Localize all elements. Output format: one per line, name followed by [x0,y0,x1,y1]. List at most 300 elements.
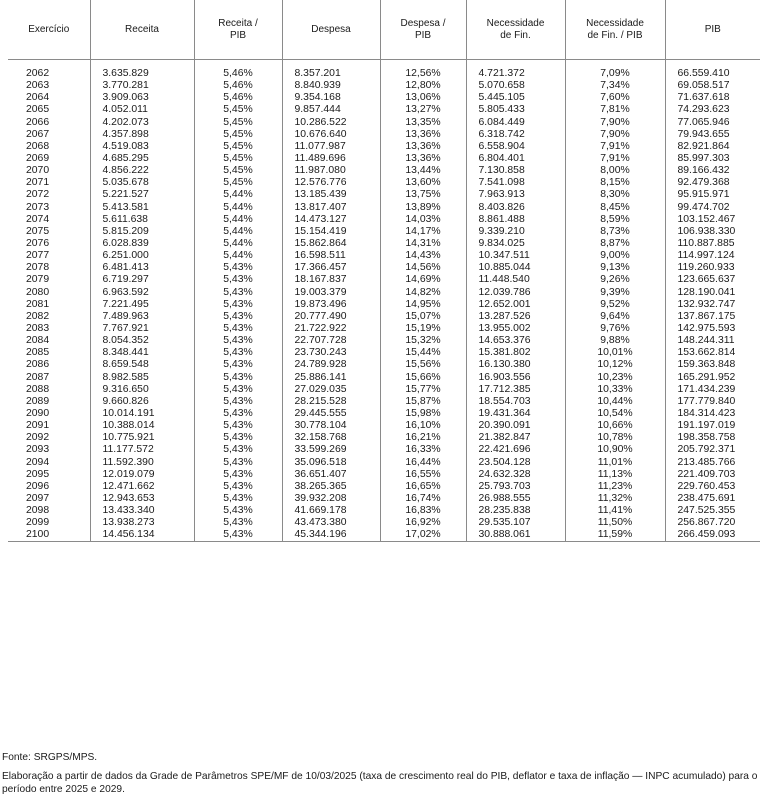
cell-receita-pib: 5,46% [194,68,282,80]
cell-necessidade-fin: 30.888.061 [466,529,565,542]
cell-despesa: 36.651.407 [282,469,380,481]
cell-pib: 74.293.623 [665,104,760,116]
cell-receita-pib: 5,45% [194,117,282,129]
cell-necessidade-fin-pib: 9,76% [565,323,665,335]
cell-despesa-pib: 12,80% [380,80,466,92]
cell-receita: 3.635.829 [90,68,194,80]
cell-despesa-pib: 13,06% [380,92,466,104]
cell-despesa: 20.777.490 [282,311,380,323]
table-row [8,517,760,529]
cell-receita: 6.028.839 [90,238,194,250]
table-row [8,117,760,129]
cell-despesa-pib: 16,55% [380,469,466,481]
cell-despesa-pib: 16,44% [380,457,466,469]
cell-receita: 8.659.548 [90,359,194,371]
cell-necessidade-fin: 24.632.328 [466,469,565,481]
table-row [8,335,760,347]
cell-exercicio: 2093 [8,444,90,456]
cell-despesa: 28.215.528 [282,396,380,408]
cell-receita-pib: 5,43% [194,529,282,542]
cell-necessidade-fin: 23.504.128 [466,457,565,469]
header-necessidade-fin-pib: Necessidade de Fin. / PIB [565,0,665,60]
table-row [8,189,760,201]
cell-pib: 89.166.432 [665,165,760,177]
cell-receita-pib: 5,43% [194,347,282,359]
cell-necessidade-fin-pib: 10,78% [565,432,665,444]
cell-pib: 159.363.848 [665,359,760,371]
cell-exercicio: 2076 [8,238,90,250]
cell-despesa: 23.730.243 [282,347,380,359]
header-pib: PIB [665,0,760,60]
cell-exercicio: 2074 [8,214,90,226]
table-row [8,68,760,80]
cell-necessidade-fin-pib: 9,64% [565,311,665,323]
cell-necessidade-fin-pib: 8,00% [565,165,665,177]
cell-receita-pib: 5,45% [194,129,282,141]
cell-necessidade-fin: 6.558.904 [466,141,565,153]
cell-receita-pib: 5,44% [194,202,282,214]
cell-despesa: 29.445.555 [282,408,380,420]
cell-pib: 82.921.864 [665,141,760,153]
cell-pib: 103.152.467 [665,214,760,226]
cell-necessidade-fin-pib: 11,41% [565,505,665,517]
table-row [8,250,760,262]
cell-necessidade-fin: 9.339.210 [466,226,565,238]
cell-exercicio: 2082 [8,311,90,323]
cell-necessidade-fin: 6.318.742 [466,129,565,141]
cell-pib: 247.525.355 [665,505,760,517]
cell-necessidade-fin-pib: 9,88% [565,335,665,347]
cell-despesa: 17.366.457 [282,262,380,274]
table-row [8,141,760,153]
cell-pib: 110.887.885 [665,238,760,250]
cell-necessidade-fin: 16.903.556 [466,372,565,384]
cell-necessidade-fin: 7.541.098 [466,177,565,189]
cell-receita: 5.221.527 [90,189,194,201]
cell-despesa-pib: 14,43% [380,250,466,262]
cell-exercicio: 2078 [8,262,90,274]
cell-despesa: 16.598.511 [282,250,380,262]
cell-despesa: 12.576.776 [282,177,380,189]
cell-despesa-pib: 16,21% [380,432,466,444]
cell-exercicio: 2064 [8,92,90,104]
table-row [8,104,760,116]
cell-pib: 256.867.720 [665,517,760,529]
cell-receita: 8.054.352 [90,335,194,347]
cell-necessidade-fin-pib: 10,44% [565,396,665,408]
cell-despesa-pib: 13,36% [380,141,466,153]
cell-despesa-pib: 15,77% [380,384,466,396]
cell-exercicio: 2079 [8,274,90,286]
cell-pib: 123.665.637 [665,274,760,286]
cell-receita-pib: 5,45% [194,153,282,165]
source-note: Fonte: SRGPS/MPS. [2,752,98,763]
cell-pib: 92.479.368 [665,177,760,189]
cell-receita: 4.519.083 [90,141,194,153]
cell-despesa-pib: 14,56% [380,262,466,274]
cell-pib: 71.637.618 [665,92,760,104]
cell-necessidade-fin: 28.235.838 [466,505,565,517]
cell-receita-pib: 5,43% [194,481,282,493]
cell-pib: 132.932.747 [665,299,760,311]
table-row [8,432,760,444]
cell-receita-pib: 5,43% [194,335,282,347]
cell-despesa: 19.003.379 [282,287,380,299]
cell-pib: 184.314.423 [665,408,760,420]
cell-receita: 6.481.413 [90,262,194,274]
cell-pib: 198.358.758 [665,432,760,444]
spacer-row [8,60,760,69]
cell-pib: 137.867.175 [665,311,760,323]
cell-necessidade-fin: 6.084.449 [466,117,565,129]
cell-necessidade-fin: 5.805.433 [466,104,565,116]
cell-exercicio: 2071 [8,177,90,189]
table-row [8,165,760,177]
cell-despesa: 9.857.444 [282,104,380,116]
cell-despesa-pib: 16,10% [380,420,466,432]
cell-exercicio: 2091 [8,420,90,432]
cell-pib: 205.792.371 [665,444,760,456]
cell-receita: 5.035.678 [90,177,194,189]
cell-necessidade-fin: 18.554.703 [466,396,565,408]
cell-necessidade-fin: 12.039.786 [466,287,565,299]
cell-receita: 6.251.000 [90,250,194,262]
cell-necessidade-fin-pib: 7,91% [565,141,665,153]
cell-exercicio: 2068 [8,141,90,153]
cell-receita-pib: 5,43% [194,457,282,469]
cell-despesa: 10.676.640 [282,129,380,141]
cell-despesa-pib: 16,83% [380,505,466,517]
cell-exercicio: 2090 [8,408,90,420]
table-row [8,287,760,299]
cell-exercicio: 2072 [8,189,90,201]
cell-necessidade-fin-pib: 9,00% [565,250,665,262]
cell-despesa: 11.077.987 [282,141,380,153]
cell-despesa: 13.185.439 [282,189,380,201]
table-row [8,202,760,214]
header-despesa: Despesa [282,0,380,60]
cell-despesa-pib: 13,60% [380,177,466,189]
table-row [8,505,760,517]
cell-receita: 5.413.581 [90,202,194,214]
cell-receita-pib: 5,43% [194,299,282,311]
header-necessidade-fin: Necessidade de Fin. [466,0,565,60]
cell-despesa: 35.096.518 [282,457,380,469]
cell-necessidade-fin: 25.793.703 [466,481,565,493]
cell-receita: 5.815.209 [90,226,194,238]
cell-receita-pib: 5,43% [194,505,282,517]
cell-necessidade-fin-pib: 8,30% [565,189,665,201]
cell-necessidade-fin: 13.287.526 [466,311,565,323]
cell-despesa-pib: 15,56% [380,359,466,371]
cell-receita-pib: 5,43% [194,517,282,529]
table-row [8,408,760,420]
cell-despesa: 14.473.127 [282,214,380,226]
cell-receita-pib: 5,45% [194,104,282,116]
cell-despesa: 27.029.035 [282,384,380,396]
cell-necessidade-fin-pib: 9,26% [565,274,665,286]
table-row [8,238,760,250]
cell-pib: 99.474.702 [665,202,760,214]
cell-pib: 79.943.655 [665,129,760,141]
cell-exercicio: 2085 [8,347,90,359]
cell-receita: 3.770.281 [90,80,194,92]
cell-receita: 12.943.653 [90,493,194,505]
cell-pib: 85.997.303 [665,153,760,165]
cell-despesa: 30.778.104 [282,420,380,432]
cell-receita-pib: 5,44% [194,214,282,226]
table-row [8,311,760,323]
cell-exercicio: 2099 [8,517,90,529]
table-row [8,481,760,493]
cell-despesa: 13.817.407 [282,202,380,214]
cell-necessidade-fin: 29.535.107 [466,517,565,529]
cell-pib: 106.938.330 [665,226,760,238]
cell-receita-pib: 5,44% [194,250,282,262]
cell-receita-pib: 5,43% [194,384,282,396]
table-row [8,92,760,104]
cell-receita-pib: 5,43% [194,311,282,323]
cell-exercicio: 2084 [8,335,90,347]
cell-despesa: 11.489.696 [282,153,380,165]
cell-receita: 13.938.273 [90,517,194,529]
cell-receita: 9.660.826 [90,396,194,408]
cell-necessidade-fin-pib: 9,13% [565,262,665,274]
cell-receita-pib: 5,43% [194,359,282,371]
cell-necessidade-fin: 14.653.376 [466,335,565,347]
cell-exercicio: 2069 [8,153,90,165]
cell-despesa: 32.158.768 [282,432,380,444]
cell-necessidade-fin-pib: 11,23% [565,481,665,493]
cell-exercicio: 2066 [8,117,90,129]
cell-receita-pib: 5,46% [194,92,282,104]
cell-receita-pib: 5,43% [194,493,282,505]
cell-exercicio: 2075 [8,226,90,238]
cell-exercicio: 2092 [8,432,90,444]
cell-despesa-pib: 13,36% [380,129,466,141]
cell-pib: 114.997.124 [665,250,760,262]
cell-receita-pib: 5,43% [194,287,282,299]
header-receita-pib: Receita / PIB [194,0,282,60]
cell-necessidade-fin-pib: 8,15% [565,177,665,189]
cell-exercicio: 2087 [8,372,90,384]
cell-pib: 221.409.703 [665,469,760,481]
cell-receita: 14.456.134 [90,529,194,542]
cell-pib: 69.058.517 [665,80,760,92]
table-row [8,359,760,371]
cell-exercicio: 2095 [8,469,90,481]
cell-despesa: 33.599.269 [282,444,380,456]
cell-exercicio: 2088 [8,384,90,396]
table-row [8,529,760,542]
cell-necessidade-fin-pib: 7,34% [565,80,665,92]
cell-despesa-pib: 13,35% [380,117,466,129]
cell-despesa-pib: 15,98% [380,408,466,420]
header-despesa-pib: Despesa / PIB [380,0,466,60]
cell-exercicio: 2086 [8,359,90,371]
table-row [8,323,760,335]
cell-despesa-pib: 15,44% [380,347,466,359]
cell-receita-pib: 5,43% [194,420,282,432]
table-row [8,384,760,396]
cell-exercicio: 2096 [8,481,90,493]
cell-necessidade-fin-pib: 11,59% [565,529,665,542]
cell-receita: 11.592.390 [90,457,194,469]
cell-despesa-pib: 14,95% [380,299,466,311]
cell-exercicio: 2067 [8,129,90,141]
cell-necessidade-fin-pib: 10,12% [565,359,665,371]
cell-receita: 10.014.191 [90,408,194,420]
cell-necessidade-fin: 7.963.913 [466,189,565,201]
cell-necessidade-fin: 4.721.372 [466,68,565,80]
cell-receita: 7.489.963 [90,311,194,323]
cell-receita-pib: 5,43% [194,408,282,420]
table-row [8,347,760,359]
cell-despesa: 45.344.196 [282,529,380,542]
cell-receita-pib: 5,43% [194,396,282,408]
cell-despesa-pib: 13,44% [380,165,466,177]
table-row [8,372,760,384]
cell-exercicio: 2070 [8,165,90,177]
cell-exercicio: 2089 [8,396,90,408]
cell-despesa-pib: 16,65% [380,481,466,493]
cell-pib: 191.197.019 [665,420,760,432]
cell-despesa: 24.789.928 [282,359,380,371]
cell-necessidade-fin-pib: 10,54% [565,408,665,420]
cell-receita: 7.767.921 [90,323,194,335]
cell-necessidade-fin: 12.652.001 [466,299,565,311]
cell-receita: 5.611.638 [90,214,194,226]
cell-receita: 10.775.921 [90,432,194,444]
cell-pib: 148.244.311 [665,335,760,347]
header-row [8,0,760,60]
cell-necessidade-fin-pib: 7,09% [565,68,665,80]
cell-necessidade-fin-pib: 10,33% [565,384,665,396]
cell-receita: 7.221.495 [90,299,194,311]
cell-receita: 8.982.585 [90,372,194,384]
cell-exercicio: 2081 [8,299,90,311]
cell-receita-pib: 5,43% [194,323,282,335]
cell-exercicio: 2083 [8,323,90,335]
table-row [8,420,760,432]
table-row [8,177,760,189]
cell-receita-pib: 5,44% [194,238,282,250]
cell-necessidade-fin: 21.382.847 [466,432,565,444]
table-row [8,274,760,286]
cell-receita: 10.388.014 [90,420,194,432]
cell-receita-pib: 5,43% [194,444,282,456]
table-row [8,226,760,238]
cell-receita: 6.963.592 [90,287,194,299]
table-row [8,444,760,456]
cell-receita-pib: 5,44% [194,226,282,238]
cell-necessidade-fin-pib: 7,90% [565,129,665,141]
cell-despesa-pib: 12,56% [380,68,466,80]
cell-receita: 3.909.063 [90,92,194,104]
cell-despesa: 11.987.080 [282,165,380,177]
cell-pib: 229.760.453 [665,481,760,493]
cell-despesa-pib: 13,75% [380,189,466,201]
table-row [8,457,760,469]
cell-necessidade-fin: 10.347.511 [466,250,565,262]
table-row [8,214,760,226]
cell-necessidade-fin: 15.381.802 [466,347,565,359]
table-row [8,299,760,311]
cell-receita-pib: 5,43% [194,372,282,384]
cell-necessidade-fin: 5.070.658 [466,80,565,92]
cell-despesa-pib: 15,19% [380,323,466,335]
cell-exercicio: 2097 [8,493,90,505]
cell-necessidade-fin-pib: 9,52% [565,299,665,311]
cell-necessidade-fin-pib: 8,73% [565,226,665,238]
cell-receita: 6.719.297 [90,274,194,286]
cell-necessidade-fin-pib: 9,39% [565,287,665,299]
header-exercicio: Exercício [8,0,90,60]
cell-pib: 142.975.593 [665,323,760,335]
cell-despesa: 41.669.178 [282,505,380,517]
cell-exercicio: 2080 [8,287,90,299]
table-row [8,396,760,408]
cell-despesa: 43.473.380 [282,517,380,529]
cell-pib: 238.475.691 [665,493,760,505]
cell-necessidade-fin: 20.390.091 [466,420,565,432]
cell-receita: 12.019.079 [90,469,194,481]
cell-receita-pib: 5,43% [194,432,282,444]
cell-necessidade-fin-pib: 11,01% [565,457,665,469]
cell-necessidade-fin-pib: 10,90% [565,444,665,456]
cell-despesa: 38.265.365 [282,481,380,493]
cell-necessidade-fin-pib: 8,59% [565,214,665,226]
cell-despesa-pib: 13,27% [380,104,466,116]
cell-despesa: 21.722.922 [282,323,380,335]
cell-exercicio: 2077 [8,250,90,262]
elaboration-note: Elaboração a partir de dados da Grade de Parâmetros SPE/MF de 10/03/2025 (taxa de crescimento real do PIB, deflator e taxa de inflação — INPC acumulado) para o período entre 2025 e 2029. [2,771,758,795]
cell-despesa-pib: 15,87% [380,396,466,408]
cell-despesa: 15.154.419 [282,226,380,238]
cell-receita-pib: 5,44% [194,189,282,201]
cell-necessidade-fin: 6.804.401 [466,153,565,165]
cell-necessidade-fin-pib: 7,60% [565,92,665,104]
cell-despesa: 8.357.201 [282,68,380,80]
table-notes [2,751,766,802]
cell-receita: 4.202.073 [90,117,194,129]
cell-despesa-pib: 14,03% [380,214,466,226]
cell-necessidade-fin: 19.431.364 [466,408,565,420]
cell-despesa-pib: 17,02% [380,529,466,542]
header-receita: Receita [90,0,194,60]
cell-necessidade-fin-pib: 10,01% [565,347,665,359]
cell-exercicio: 2065 [8,104,90,116]
cell-necessidade-fin-pib: 11,32% [565,493,665,505]
cell-exercicio: 2063 [8,80,90,92]
table-row [8,493,760,505]
cell-despesa: 18.167.837 [282,274,380,286]
cell-necessidade-fin-pib: 11,13% [565,469,665,481]
cell-necessidade-fin: 17.712.385 [466,384,565,396]
table-row [8,129,760,141]
table-row [8,80,760,92]
cell-pib: 77.065.946 [665,117,760,129]
cell-exercicio: 2094 [8,457,90,469]
cell-receita: 13.433.340 [90,505,194,517]
cell-necessidade-fin-pib: 7,91% [565,153,665,165]
cell-necessidade-fin: 22.421.696 [466,444,565,456]
cell-necessidade-fin: 13.955.002 [466,323,565,335]
cell-pib: 66.559.410 [665,68,760,80]
cell-receita-pib: 5,45% [194,141,282,153]
cell-exercicio: 2062 [8,68,90,80]
cell-pib: 153.662.814 [665,347,760,359]
